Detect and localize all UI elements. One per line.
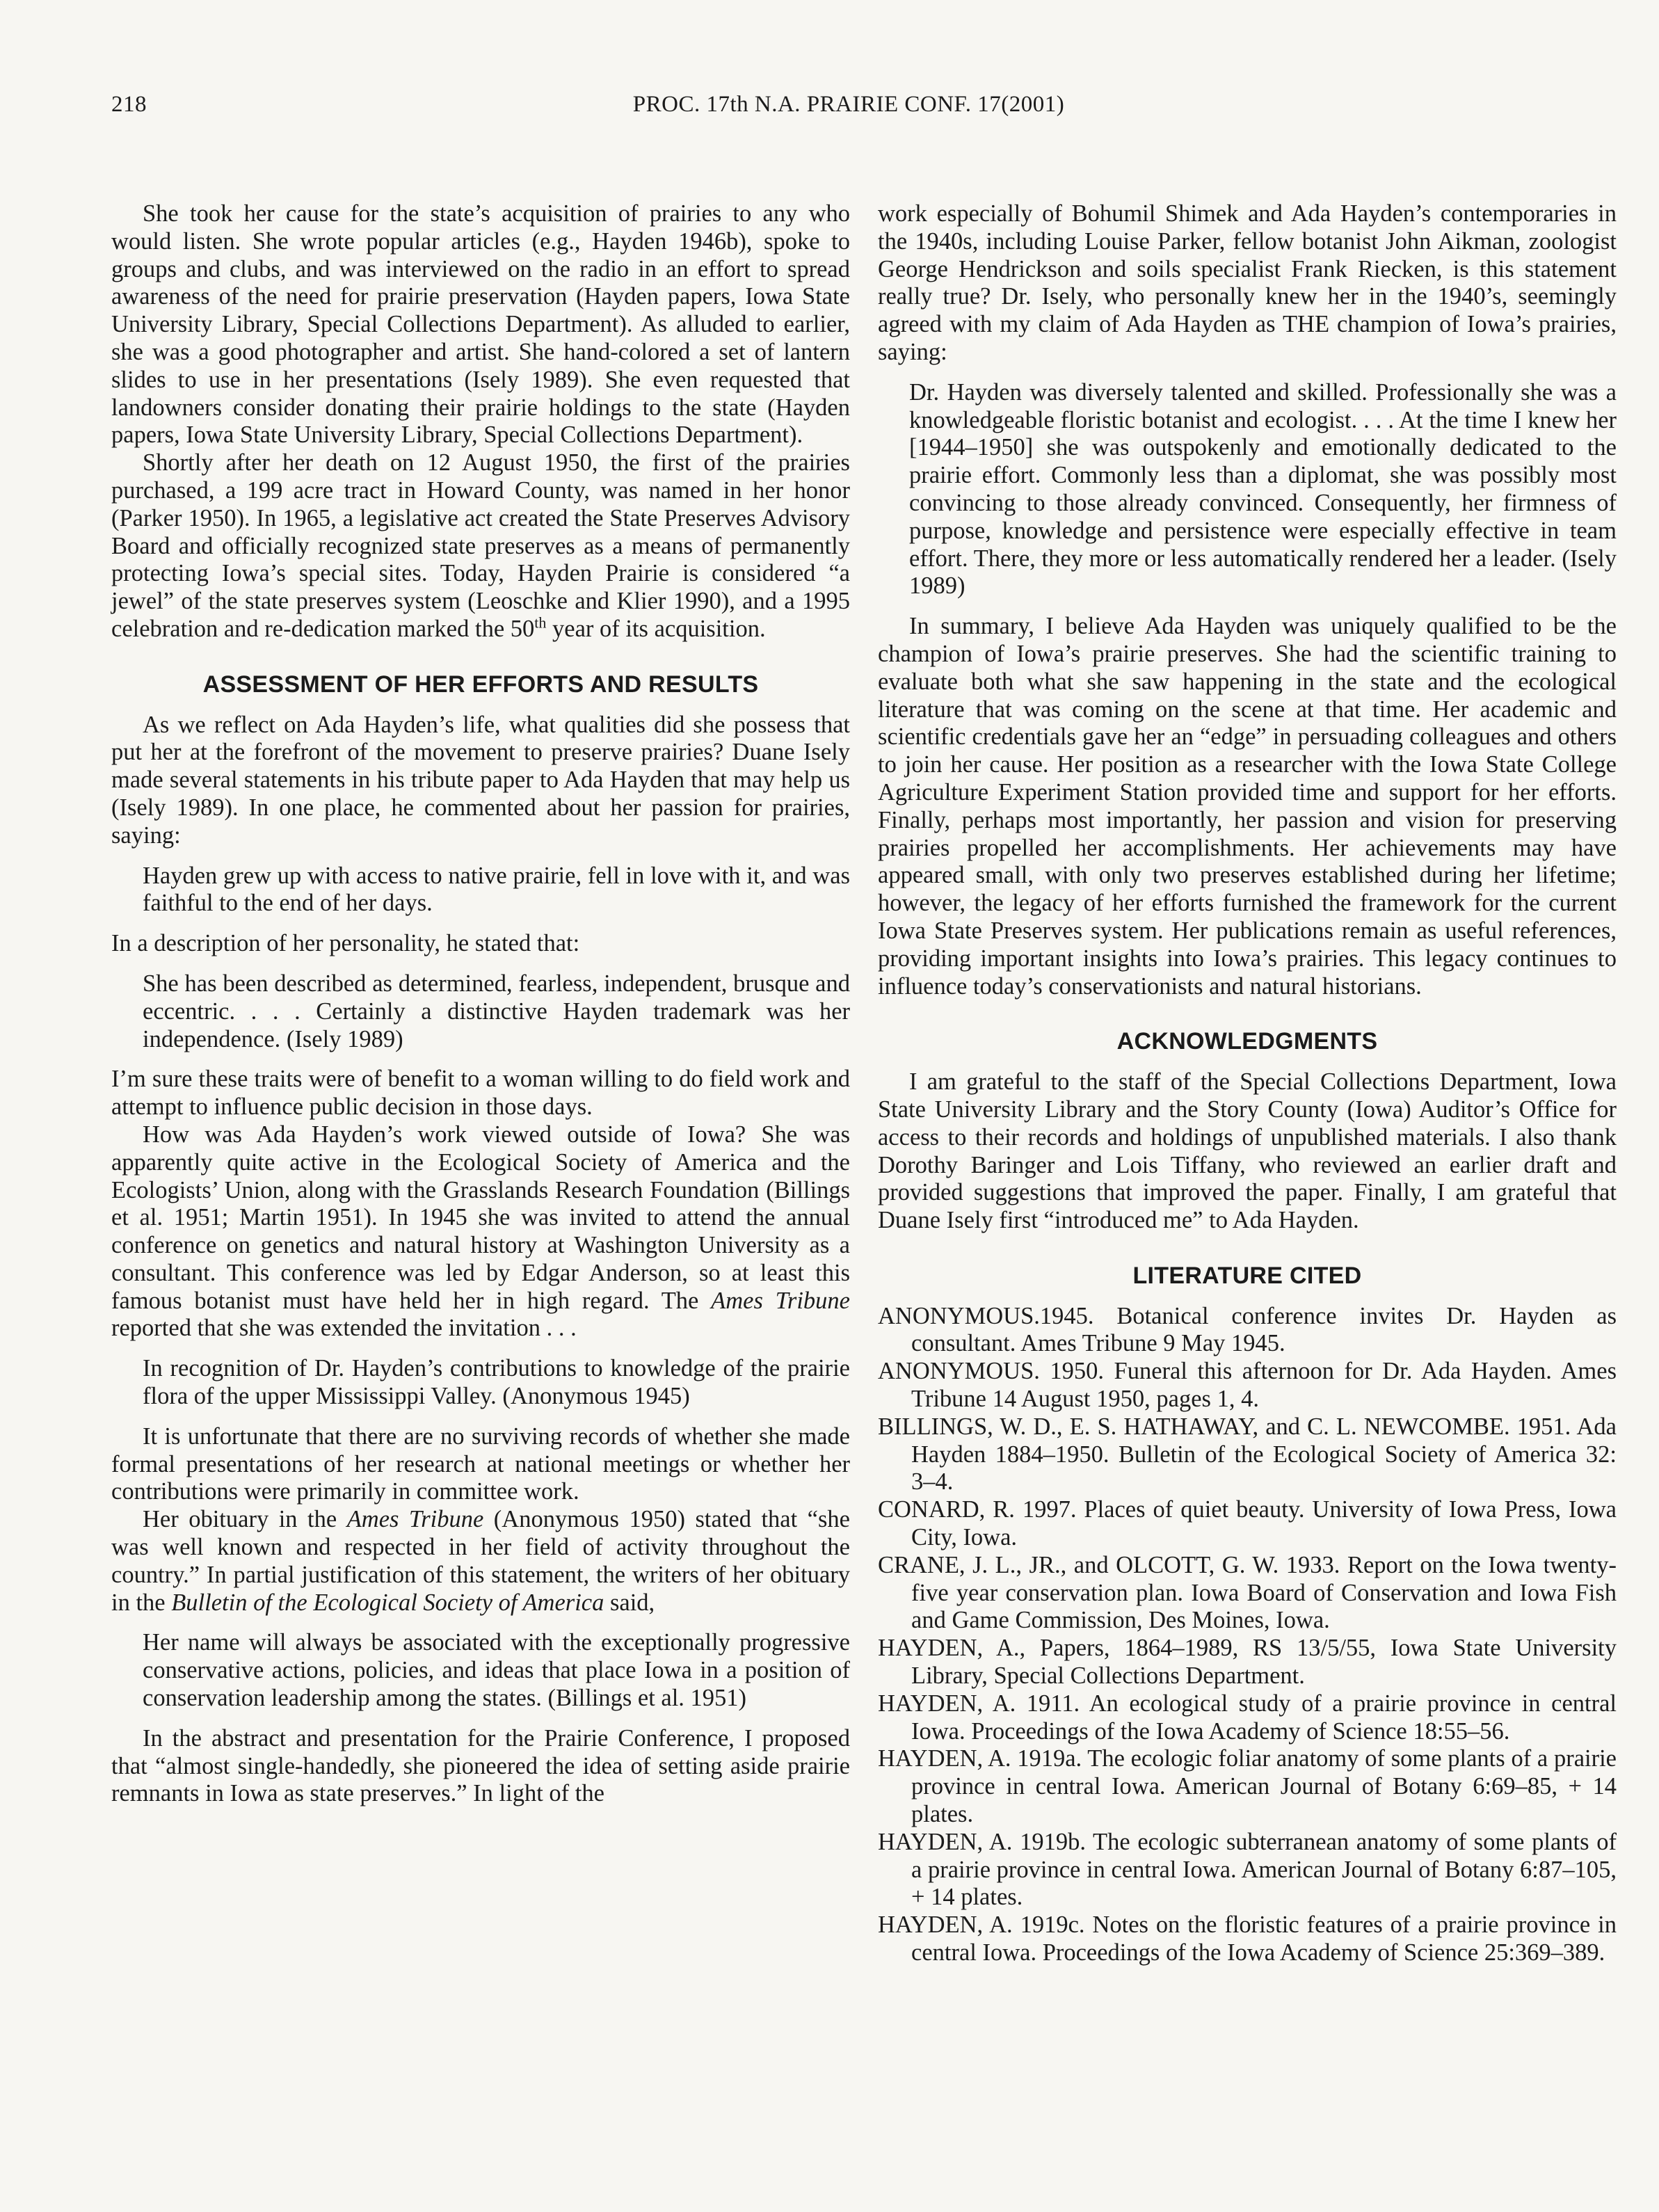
page-number: 218: [111, 92, 147, 117]
paragraph: In the abstract and presentation for the Prairie Conference, I proposed that “almost single-handedly, she pioneered the idea of setting aside prairie remnants in Iowa as state preserves.” In light of the: [111, 1724, 850, 1807]
paragraph: It is unfortunate that there are no surviving records of whether she made formal presentations of her research at national meetings or whether her contributions were primarily in committee work.: [111, 1422, 850, 1505]
block-quote: Hayden grew up with access to native prairie, fell in love with it, and was faithful to the end of her days.: [143, 862, 850, 917]
section-heading-assessment: ASSESSMENT OF HER EFFORTS AND RESULTS: [202, 671, 759, 698]
running-head: [111, 92, 1586, 127]
block-quote: She has been described as determined, fearless, independent, brusque and eccentric. . . . Certainly a distinctive Hayden trademark was her independence. (Isely 1989): [143, 970, 850, 1052]
paragraph: In a description of her personality, he stated that:: [111, 930, 580, 957]
section-heading-literature-cited: LITERATURE CITED: [1132, 1262, 1362, 1289]
paragraph: Her obituary in the Ames Tribune (Anonymous 1950) stated that “she was well known and respected in her field of activity throughout the country.” In partial justification of this statement, the writers of her obituary in the Bulletin of the Ecological Society of America said,: [111, 1506, 850, 1616]
paragraph: As we reflect on Ada Hayden’s life, what qualities did she possess that put her at the forefront of the movement to preserve prairies? Duane Isely made several statements in his tribute paper to Ada Hayden that may help us (Isely 1989). In one place, he commented about her passion for prairies, saying:: [111, 711, 850, 849]
paragraph: I’m sure these traits were of benefit to a woman willing to do field work and attempt to influence public decision in those days.: [111, 1066, 850, 1121]
paragraph: Shortly after her death on 12 August 1950, the first of the prairies purchased, a 199 acre tract in Howard County, was named in her honor (Parker 1950). In 1965, a legislative act created the State Preserves Advisory Board and officially recognized state preserves as a means of permanently protecting Iowa’s special sites. Today, Hayden Prairie is considered “a jewel” of the state preserves system (Leoschke and Klier 1990), and a 1995 celebration and re-dedication marked the 50th year of its acquisition.: [111, 449, 850, 642]
reference-item: CRANE, J. L., JR., and OLCOTT, G. W. 1933. Report on the Iowa twenty-five year conservation plan. Iowa Board of Conservation and Iowa Fish and Game Commission, Des Moines, Iowa.: [878, 1551, 1617, 1634]
block-quote: In recognition of Dr. Hayden’s contributions to knowledge of the prairie flora of the upper Mississippi Valley. (Anonymous 1945): [143, 1355, 850, 1410]
paragraph: In summary, I believe Ada Hayden was uniquely qualified to be the champion of Iowa’s prairie preserves. She had the scientific training to evaluate both what she saw happening in the state and the ecological literature that was coming on the scene at that time. Her academic and scientific credentials gave her an “edge” in persuading colleagues and others to join her cause. Her position as a researcher with the Iowa State College Agriculture Experiment Station provided time and support for her efforts. Finally, perhaps most importantly, her passion and vision for preserving prairies propelled her accomplishments. Her achievements may have appeared small, with only two preserves established during her lifetime; however, the legacy of her efforts furnished the framework for the current Iowa State Preserves system. Her publications remain as useful references, providing important insights into Iowa’s prairies. This legacy continues to influence today’s conservationists and natural historians.: [878, 613, 1617, 1000]
journal-title: PROC. 17th N.A. PRAIRIE CONF. 17(2001): [632, 92, 1065, 117]
left-column: [111, 200, 850, 1808]
reference-item: ANONYMOUS. 1950. Funeral this afternoon for Dr. Ada Hayden. Ames Tribune 14 August 1950, pages 1, 4.: [878, 1358, 1617, 1413]
reference-item: HAYDEN, A. 1919a. The ecologic foliar anatomy of some plants of a prairie province in central Iowa. American Journal of Botany 6:69–85, + 14 plates.: [878, 1745, 1617, 1828]
section-heading-acknowledgments: ACKNOWLEDGMENTS: [1116, 1028, 1378, 1055]
reference-item: BILLINGS, W. D., E. S. HATHAWAY, and C. L. NEWCOMBE. 1951. Ada Hayden 1884–1950. Bulletin of the Ecological Society of America 32: 3–4.: [878, 1413, 1617, 1496]
right-column: [878, 200, 1617, 1967]
block-quote: Dr. Hayden was diversely talented and skilled. Professionally she was a knowledgeable floristic botanist and ecologist. . . . At the time I knew her [1944–1950] she was outspokenly and emotionally dedicated to the prairie effort. Commonly less than a diplomat, she was possibly most convincing to those already convinced. Consequently, her firmness of purpose, knowledge and persistence were especially effective in team effort. There, they more or less automatically rendered her a leader. (Isely 1989): [909, 378, 1617, 600]
reference-list: [878, 1303, 1617, 1967]
reference-item: HAYDEN, A., Papers, 1864–1989, RS 13/5/55, Iowa State University Library, Special Collections Department.: [878, 1635, 1617, 1690]
paragraph: How was Ada Hayden’s work viewed outside of Iowa? She was apparently quite active in the Ecological Society of America and the Ecologists’ Union, along with the Grasslands Research Foundation (Billings et al. 1951; Martin 1951). In 1945 she was invited to attend the annual conference on genetics and natural history at Washington University as a consultant. This conference was led by Edgar Anderson, so at least this famous botanist must have held her in high regard. The Ames Tribune reported that she was extended the invitation . . .: [111, 1121, 851, 1342]
reference-item: ANONYMOUS.1945. Botanical conference invites Dr. Hayden as consultant. Ames Tribune 9 May 1945.: [878, 1302, 1617, 1357]
reference-item: HAYDEN, A. 1919c. Notes on the floristic features of a prairie province in central Iowa. Proceedings of the Iowa Academy of Science 25:369–389.: [878, 1912, 1617, 1966]
reference-item: CONARD, R. 1997. Places of quiet beauty. University of Iowa Press, Iowa City, Iowa.: [878, 1496, 1617, 1551]
reference-item: HAYDEN, A. 1911. An ecological study of a prairie province in central Iowa. Proceedings of the Iowa Academy of Science 18:55–56.: [878, 1690, 1617, 1745]
italic-title: Bulletin of the Ecological Society of America: [171, 1589, 604, 1616]
paragraph: She took her cause for the state’s acquisition of prairies to any who would listen. She wrote popular articles (e.g., Hayden 1946b), spoke to groups and clubs, and was interviewed on the radio in an effort to spread awareness of the need for prairie preservation (Hayden papers, Iowa State University Library, Special Collections Department). As alluded to earlier, she was a good photographer and artist. She hand-colored a set of lantern slides to use in her presentations (Isely 1989). She even requested that landowners consider donating their prairie holdings to the state (Hayden papers, Iowa State University Library, Special Collections Department).: [111, 200, 850, 449]
reference-item: HAYDEN, A. 1919b. The ecologic subterranean anatomy of some plants of a prairie province in central Iowa. American Journal of Botany 6:87–105, + 14 plates.: [878, 1828, 1617, 1911]
paragraph: I am grateful to the staff of the Special Collections Department, Iowa State University Library and the Story County (Iowa) Auditor’s Office for access to their records and holdings of unpublished materials. I also thank Dorothy Baringer and Lois Tiffany, who reviewed an earlier draft and provided suggestions that improved the paper. Finally, I am grateful that Duane Isely first “introduced me” to Ada Hayden.: [878, 1068, 1617, 1234]
block-quote: Her name will always be associated with the exceptionally progressive conservative actions, policies, and ideas that place Iowa in a position of conservation leadership among the states. (Billings et al. 1951): [143, 1629, 850, 1712]
superscript: th: [534, 614, 547, 632]
italic-title: Ames Tribune: [711, 1287, 851, 1314]
italic-title: Ames Tribune: [346, 1506, 484, 1533]
paragraph: work especially of Bohumil Shimek and Ada Hayden’s contemporaries in the 1940s, including Louise Parker, fellow botanist John Aikman, zoologist George Hendrickson and soils specialist Frank Riecken, is this statement really true? Dr. Isely, who personally knew her in the 1940’s, seemingly agreed with my claim of Ada Hayden as THE champion of Iowa’s prairies, saying:: [878, 200, 1617, 365]
